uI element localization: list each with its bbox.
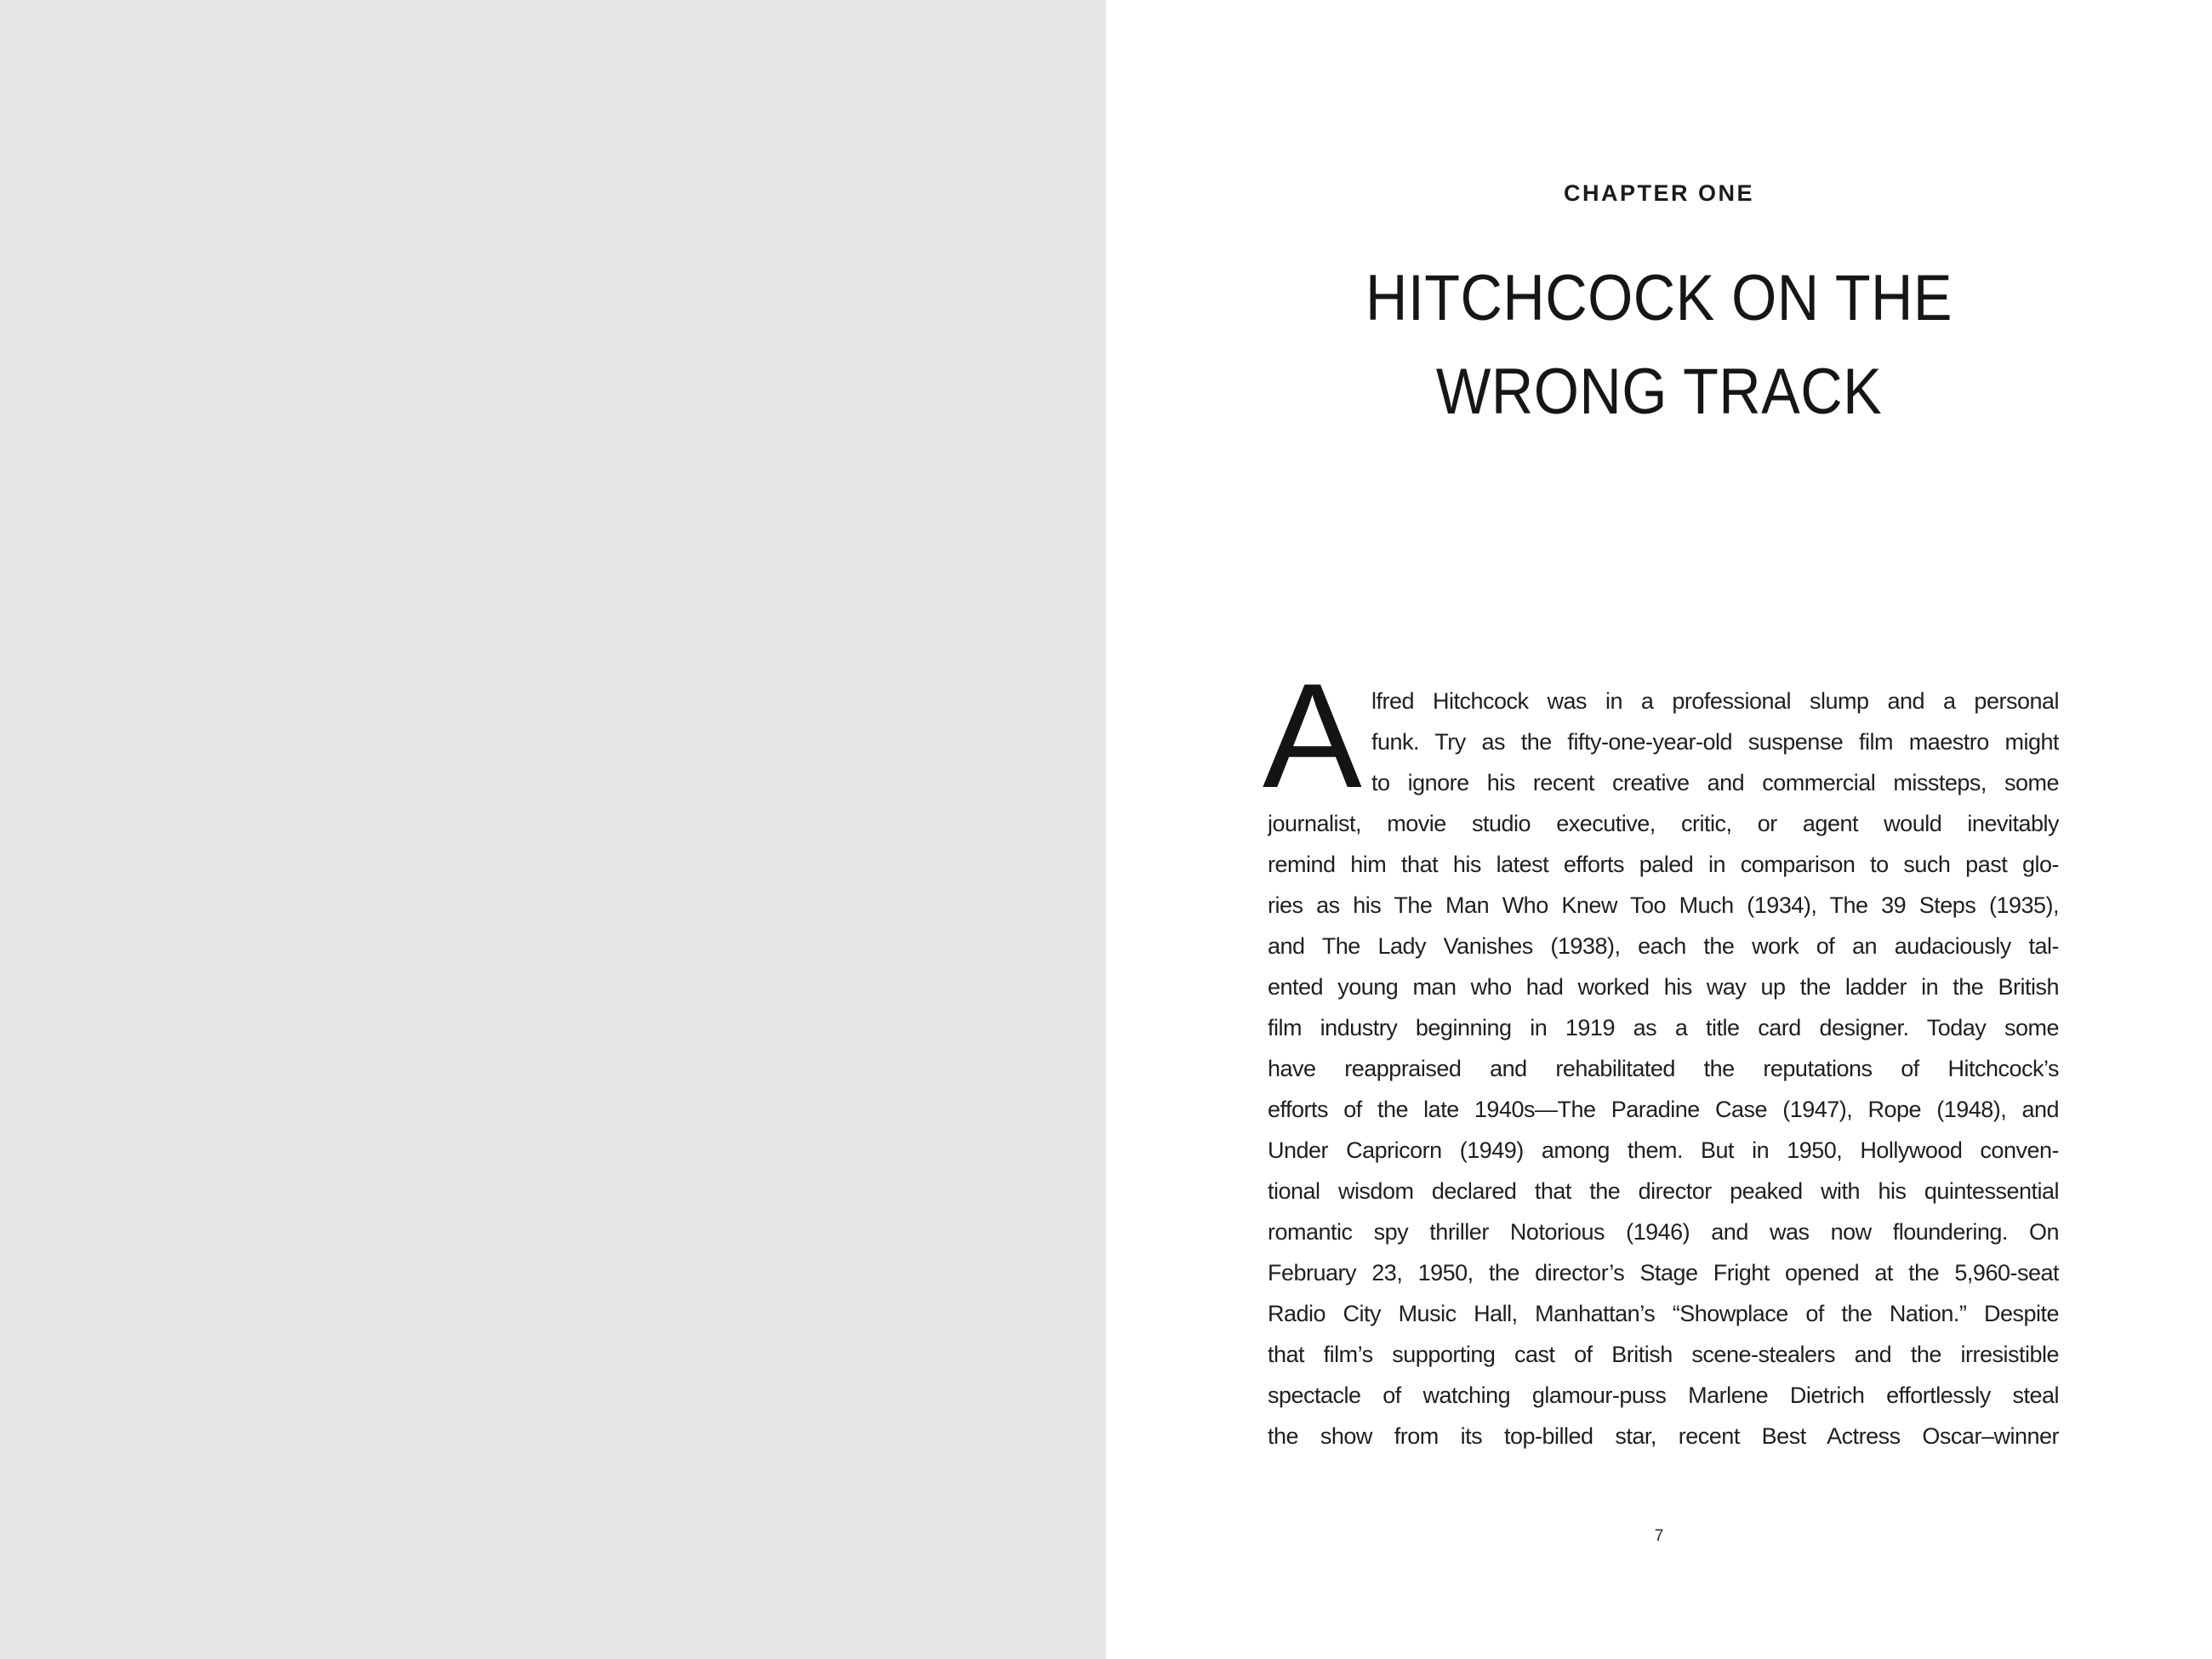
body-text-line: and The Lady Vanishes (1938), each the work of an audaciously tal- — [1268, 933, 2059, 959]
page-number: 7 — [1654, 1527, 1664, 1545]
body-text-line: funk. Try as the fifty-one-year-old suspense film maestro might — [1371, 729, 2059, 755]
body-text-line: to ignore his recent creative and commercial missteps, some — [1371, 770, 2059, 795]
body-text-line: Radio City Music Hall, Manhattan’s “Showplace of the Nation.” Despite — [1268, 1301, 2059, 1326]
body-text-line: film industry beginning in 1919 as a title card designer. Today some — [1268, 1015, 2059, 1040]
body-text-line: the show from its top-billed star, recent Best Actress Oscar–winner — [1268, 1423, 2059, 1449]
body-text-line: efforts of the late 1940s—The Paradine Case (1947), Rope (1948), and — [1268, 1097, 2059, 1122]
body-text-line: remind him that his latest efforts paled in comparison to such past glo- — [1268, 852, 2059, 877]
body-text-line: tional wisdom declared that the director peaked with his quintessential — [1268, 1178, 2059, 1204]
right-page — [1106, 0, 2212, 1659]
body-text-line: ented young man who had worked his way up the ladder in the British — [1268, 974, 2059, 1000]
body-paragraph — [1263, 653, 2059, 1457]
body-text-line: February 23, 1950, the director’s Stage Fright opened at the 5,960-seat — [1268, 1260, 2059, 1286]
body-text-line: Under Capricorn (1949) among them. But in 1950, Hollywood conven- — [1268, 1137, 2059, 1163]
chapter-title — [1161, 252, 2157, 439]
body-text-line: ries as his The Man Who Knew Too Much (1934), The 39 Steps (1935), — [1268, 892, 2059, 918]
body-text-line: romantic spy thriller Notorious (1946) and was now floundering. On — [1268, 1219, 2059, 1245]
body-text-line: lfred Hitchcock was in a professional slump and a personal — [1371, 688, 2059, 714]
body-text-line: that film’s supporting cast of British scene-stealers and the irresistible — [1268, 1342, 2059, 1367]
body-text-lines — [1268, 681, 2059, 1457]
chapter-label: CHAPTER ONE — [1563, 180, 1754, 206]
body-text-line: have reappraised and rehabilitated the reputations of Hitchcock’s — [1268, 1056, 2059, 1081]
body-text-line: journalist, movie studio executive, critic, or agent would inevitably — [1268, 811, 2059, 836]
body-text-line: spectacle of watching glamour-puss Marlene Dietrich effortlessly steal — [1268, 1382, 2059, 1408]
drop-cap: A — [1263, 653, 1362, 819]
chapter-title-line1: HITCHCOCK ON THE — [1365, 262, 1953, 334]
chapter-title-line2: WRONG TRACK — [1435, 356, 1883, 428]
